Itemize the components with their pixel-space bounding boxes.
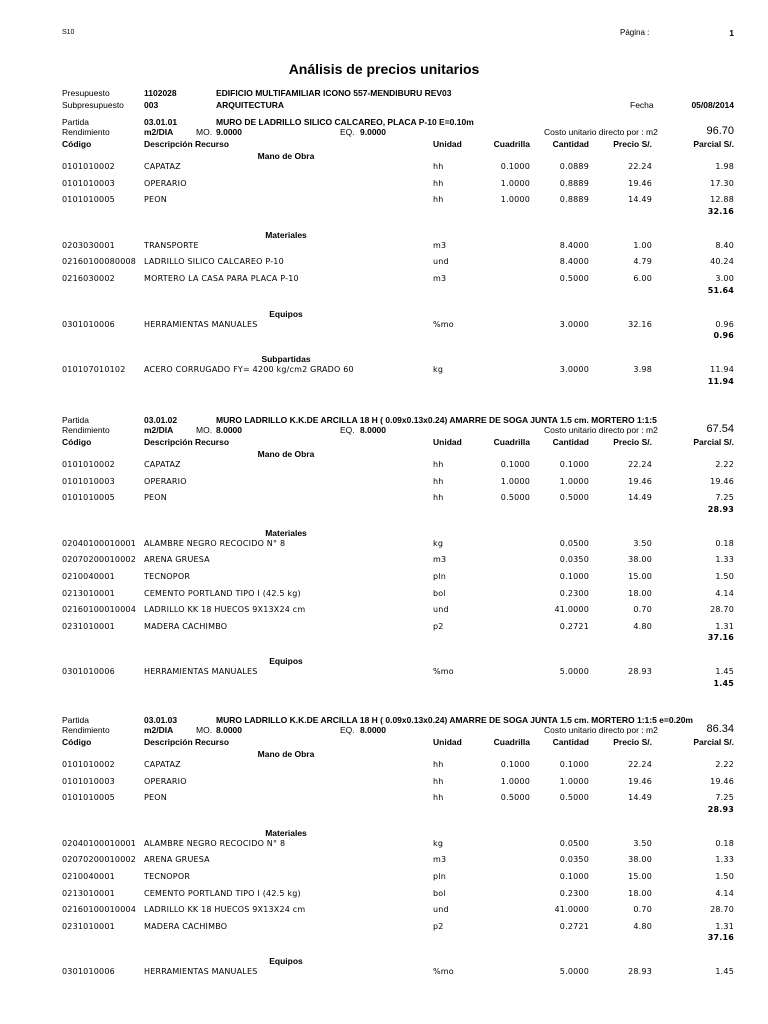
item-code: 0101010002 [62,760,115,769]
group-title: Equipos [269,956,303,967]
col-parcial: Parcial S/. [693,437,734,447]
item-unit: kg [433,538,444,548]
eq-label: EQ. [340,425,355,435]
item-parcial: 2.22 [715,760,734,769]
item-unit: m3 [433,274,447,283]
costo-label: Costo unitario directo por : m2 [544,425,658,435]
item-code: 0216030002 [62,274,115,283]
col-unidad: Unidad [433,737,462,747]
group-total: 37.16 [707,633,734,643]
col-codigo: Código [62,437,92,447]
item-description: MADERA CACHIMBO [144,621,228,631]
item-unit: %mo [433,667,454,677]
item-cantidad: 0.0500 [559,838,589,848]
item-precio: 3.50 [633,838,652,848]
item-precio: 22.24 [628,760,652,769]
item-description: LADRILLO KK 18 HUECOS 9X13X24 cm [144,605,306,615]
item-code: 0301010006 [62,319,115,329]
partida-name: MURO DE LADRILLO SILICO CALCAREO, PLACA P-10 E=0.10m [216,117,474,127]
item-cuadrilla: 0.5000 [500,493,530,503]
costo-value: 96.70 [706,125,734,137]
item-cuadrilla: 1.0000 [500,178,530,188]
item-cantidad: 1.0000 [559,776,589,786]
item-description: ACERO CORRUGADO FY= 4200 kg/cm2 GRADO 60 [144,365,354,375]
partida-label: Partida [62,117,89,127]
item-parcial: 1.50 [715,872,734,881]
item-precio: 19.46 [628,178,652,188]
item-description: CAPATAZ [144,460,181,469]
item-precio: 4.80 [633,621,652,631]
item-precio: 38.00 [628,555,652,565]
item-precio: 28.93 [628,667,652,677]
col-cuadrilla: Cuadrilla [493,139,530,149]
item-precio: 19.46 [628,776,652,786]
item-precio: 14.49 [628,493,652,503]
item-unit: hh [433,162,444,171]
item-description: HERRAMIENTAS MANUALES [144,667,258,677]
item-description: ARENA GRUESA [144,555,210,565]
item-precio: 0.70 [633,605,652,615]
partida-code: 03.01.01 [144,117,178,127]
item-description: OPERARIO [144,178,187,188]
item-cuadrilla: 0.1000 [500,162,530,171]
item-parcial: 0.18 [715,538,734,548]
item-code: 0231010001 [62,921,115,931]
item-unit: hh [433,776,444,786]
item-precio: 6.00 [633,274,652,283]
page-title: Análisis de precios unitarios [288,61,480,77]
item-unit: %mo [433,967,454,977]
item-unit: hh [433,760,444,769]
item-cantidad: 0.1000 [559,760,589,769]
item-precio: 18.00 [628,588,652,598]
item-unit: bol [433,888,446,898]
item-unit: hh [433,793,444,803]
item-cuadrilla: 1.0000 [500,776,530,786]
item-unit: hh [433,195,444,205]
col-cuadrilla: Cuadrilla [493,437,530,447]
col-parcial: Parcial S/. [693,737,734,747]
presupuesto-label: Presupuesto [62,88,110,98]
item-code: 0301010006 [62,967,115,977]
item-code: 02040100010001 [62,838,137,848]
item-description: ALAMBRE NEGRO RECOCIDO N° 8 [144,538,286,548]
item-cantidad: 0.0350 [559,555,589,565]
item-cantidad: 0.0350 [559,855,589,865]
item-cantidad: 41.0000 [554,905,589,915]
group-title: Mano de Obra [257,449,315,459]
item-unit: und [433,905,449,915]
item-parcial: 1.31 [715,621,734,631]
col-cantidad: Cantidad [552,437,589,447]
item-precio: 0.70 [633,905,652,915]
item-description: TECNOPOR [144,872,191,881]
col-codigo: Código [62,139,92,149]
rendimiento-label: Rendimiento [62,425,110,435]
item-cantidad: 0.1000 [559,460,589,469]
item-description: PEON [144,793,167,803]
item-cantidad: 1.0000 [559,476,589,486]
group-total: 51.64 [707,285,734,295]
item-code: 0203030001 [62,240,115,250]
costo-value: 86.34 [706,723,734,735]
item-cantidad: 0.2721 [559,621,589,631]
group-total: 32.16 [707,206,734,216]
item-parcial: 4.14 [715,888,734,898]
costo-value: 67.54 [706,423,734,435]
item-code: 02160100080008 [62,257,137,267]
item-parcial: 2.22 [715,460,734,469]
partida-label: Partida [62,415,89,425]
item-description: OPERARIO [144,776,187,786]
subpresupuesto-name: ARQUITECTURA [216,100,284,110]
col-codigo: Código [62,737,92,747]
item-unit: bol [433,588,446,598]
eq-value: 9.0000 [360,127,386,137]
col-precio: Precio S/. [613,737,652,747]
pagina-value: 1 [729,28,734,38]
item-parcial: 1.45 [715,667,734,677]
eq-value: 8.0000 [360,425,386,435]
item-precio: 4.79 [633,257,652,267]
item-description: MORTERO LA CASA PARA PLACA P-10 [144,274,299,283]
item-parcial: 0.96 [715,319,734,329]
item-cantidad: 0.2721 [559,921,589,931]
item-unit: und [433,257,449,267]
item-code: 02070200010002 [62,855,137,865]
group-total: 0.96 [713,331,734,341]
item-description: ALAMBRE NEGRO RECOCIDO N° 8 [144,838,286,848]
item-cantidad: 0.8889 [559,178,589,188]
item-precio: 28.93 [628,967,652,977]
presupuesto-name: EDIFICIO MULTIFAMILIAR ICONO 557-MENDIBURU REV03 [216,88,452,98]
item-description: CEMENTO PORTLAND TIPO I (42.5 kg) [144,588,301,598]
col-precio: Precio S/. [613,437,652,447]
item-unit: hh [433,493,444,503]
item-unit: kg [433,365,444,375]
costo-label: Costo unitario directo por : m2 [544,725,658,735]
item-description: TECNOPOR [144,572,191,581]
presupuesto-code: 1102028 [144,88,177,98]
partida-name: MURO LADRILLO K.K.DE ARCILLA 18 H ( 0.09x0.13x0.24) AMARRE DE SOGA JUNTA 1.5 cm. MORTERO 1:1:5 e=0.20m [216,715,693,725]
item-code: 02070200010002 [62,555,137,565]
group-total: 1.45 [713,679,734,688]
group-title: Mano de Obra [257,151,315,161]
group-total: 28.93 [707,804,734,814]
item-code: 0301010006 [62,667,115,677]
item-cuadrilla: 0.1000 [500,760,530,769]
item-precio: 15.00 [628,872,652,881]
col-cantidad: Cantidad [552,737,589,747]
item-parcial: 28.70 [710,905,734,915]
item-code: 0213010001 [62,888,115,898]
subpresupuesto-label: Subpresupuesto [62,100,124,110]
col-unidad: Unidad [433,139,462,149]
item-unit: kg [433,838,444,848]
item-cantidad: 0.2300 [559,888,589,898]
item-cuadrilla: 0.1000 [500,460,530,469]
item-description: HERRAMIENTAS MANUALES [144,967,258,977]
item-parcial: 7.25 [715,793,734,803]
item-description: MADERA CACHIMBO [144,921,228,931]
rendimiento-label: Rendimiento [62,127,110,137]
item-description: OPERARIO [144,476,187,486]
item-description: HERRAMIENTAS MANUALES [144,319,258,329]
group-title: Subpartidas [261,354,311,365]
item-description: TRANSPORTE [144,240,199,250]
col-cuadrilla: Cuadrilla [493,737,530,747]
item-cantidad: 5.0000 [559,667,589,677]
page-code: S10 [62,29,75,36]
fecha-value: 05/08/2014 [691,100,734,110]
item-cantidad: 41.0000 [554,605,589,615]
item-unit: p2 [433,921,444,931]
item-cuadrilla: 1.0000 [500,476,530,486]
rendimiento-unit: m2/DIA [144,425,174,435]
item-parcial: 0.18 [715,838,734,848]
pagina-label: Página : [620,28,650,37]
item-precio: 14.49 [628,793,652,803]
item-unit: p2 [433,621,444,631]
rendimiento-unit: m2/DIA [144,725,174,735]
item-parcial: 1.33 [715,855,734,865]
eq-label: EQ. [340,725,355,735]
item-code: 0231010001 [62,621,115,631]
col-cantidad: Cantidad [552,139,589,149]
group-title: Mano de Obra [257,749,315,759]
item-parcial: 4.14 [715,588,734,598]
item-description: CEMENTO PORTLAND TIPO I (42.5 kg) [144,888,301,898]
group-total: 37.16 [707,933,734,943]
item-cantidad: 3.0000 [559,319,589,329]
item-description: PEON [144,493,167,503]
item-code: 0101010003 [62,476,115,486]
item-precio: 4.80 [633,921,652,931]
item-code: 0101010003 [62,178,115,188]
group-total: 11.94 [707,376,734,386]
col-descripcion: Descripción Recurso [144,737,230,747]
item-precio: 22.24 [628,460,652,469]
item-unit: pln [433,872,446,881]
item-code: 0101010005 [62,195,115,205]
col-parcial: Parcial S/. [693,139,734,149]
item-description: PEON [144,195,167,205]
item-cantidad: 0.5000 [559,274,589,283]
item-cantidad: 0.2300 [559,588,589,598]
item-code: 0210040001 [62,572,115,581]
partida-label: Partida [62,715,89,725]
group-title: Materiales [265,827,307,838]
partida-name: MURO LADRILLO K.K.DE ARCILLA 18 H ( 0.09x0.13x0.24) AMARRE DE SOGA JUNTA 1.5 cm. MORTERO 1:1:5 [216,415,657,425]
partida-code: 03.01.02 [144,415,178,425]
item-parcial: 12.88 [710,195,734,205]
mo-value: 8.0000 [216,725,242,735]
item-description: CAPATAZ [144,760,181,769]
item-precio: 3.50 [633,538,652,548]
item-code: 0101010003 [62,776,115,786]
item-precio: 22.24 [628,162,652,171]
group-title: Equipos [269,656,303,667]
group-total: 28.93 [707,504,734,514]
item-parcial: 8.40 [715,240,734,250]
mo-label: MO. [196,425,213,435]
eq-value: 8.0000 [360,725,386,735]
item-precio: 1.00 [633,240,652,250]
col-unidad: Unidad [433,437,462,447]
item-precio: 19.46 [628,476,652,486]
item-parcial: 19.46 [710,476,734,486]
item-precio: 15.00 [628,572,652,581]
mo-label: MO. [196,127,213,137]
mo-value: 9.0000 [216,127,242,137]
item-parcial: 11.94 [710,365,734,375]
item-parcial: 1.98 [715,162,734,171]
item-precio: 38.00 [628,855,652,865]
col-descripcion: Descripción Recurso [144,139,230,149]
item-code: 0210040001 [62,872,115,881]
item-parcial: 1.50 [715,572,734,581]
item-unit: m3 [433,240,447,250]
eq-label: EQ. [340,127,355,137]
item-code: 0101010002 [62,162,115,171]
item-code: 0101010005 [62,793,115,803]
rendimiento-label: Rendimiento [62,725,110,735]
partida-code: 03.01.03 [144,715,178,725]
item-cantidad: 0.0889 [559,162,589,171]
item-unit: pln [433,572,446,581]
col-precio: Precio S/. [613,139,652,149]
item-parcial: 1.31 [715,921,734,931]
item-unit: m3 [433,855,447,865]
item-code: 0213010001 [62,588,115,598]
item-code: 0101010005 [62,493,115,503]
group-title: Materiales [265,527,307,538]
item-parcial: 1.45 [715,967,734,977]
item-parcial: 7.25 [715,493,734,503]
item-description: LADRILLO KK 18 HUECOS 9X13X24 cm [144,905,306,915]
item-cantidad: 5.0000 [559,967,589,977]
item-description: ARENA GRUESA [144,855,210,865]
item-parcial: 28.70 [710,605,734,615]
item-cantidad: 3.0000 [559,365,589,375]
item-unit: %mo [433,319,454,329]
item-unit: hh [433,460,444,469]
item-cantidad: 0.5000 [559,793,589,803]
group-title: Materiales [265,229,307,240]
costo-label: Costo unitario directo por : m2 [544,127,658,137]
item-precio: 3.98 [633,365,652,375]
mo-value: 8.0000 [216,425,242,435]
item-unit: hh [433,476,444,486]
item-code: 02160100010004 [62,605,137,615]
item-unit: hh [433,178,444,188]
rendimiento-unit: m2/DIA [144,127,174,137]
item-code: 02040100010001 [62,538,137,548]
item-description: CAPATAZ [144,162,181,171]
item-cantidad: 8.4000 [559,257,589,267]
item-cantidad: 0.8889 [559,195,589,205]
item-cantidad: 0.0500 [559,538,589,548]
item-precio: 32.16 [628,319,652,329]
item-cuadrilla: 0.5000 [500,793,530,803]
col-descripcion: Descripción Recurso [144,437,230,447]
item-code: 010107010102 [62,365,126,375]
group-title: Equipos [269,308,303,319]
item-precio: 14.49 [628,195,652,205]
item-cuadrilla: 1.0000 [500,195,530,205]
item-code: 0101010002 [62,460,115,469]
item-cantidad: 0.1000 [559,872,589,881]
item-precio: 18.00 [628,888,652,898]
mo-label: MO. [196,725,213,735]
item-parcial: 3.00 [715,274,734,283]
item-parcial: 17.30 [710,178,734,188]
item-description: LADRILLO SILICO CALCAREO P-10 [144,257,284,267]
item-code: 02160100010004 [62,905,137,915]
item-cantidad: 8.4000 [559,240,589,250]
item-parcial: 40.24 [710,257,734,267]
item-unit: m3 [433,555,447,565]
fecha-label: Fecha [630,100,654,110]
item-parcial: 1.33 [715,555,734,565]
item-cantidad: 0.1000 [559,572,589,581]
item-unit: und [433,605,449,615]
subpresupuesto-code: 003 [144,100,159,110]
item-parcial: 19.46 [710,776,734,786]
item-cantidad: 0.5000 [559,493,589,503]
